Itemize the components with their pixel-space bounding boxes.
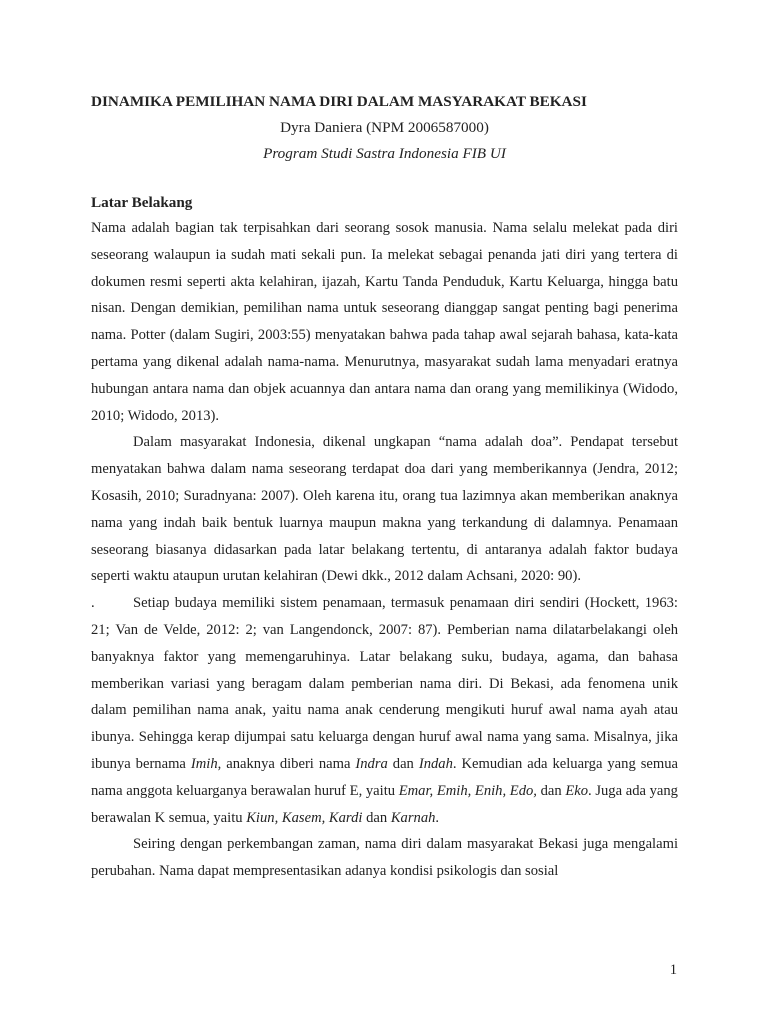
- paragraph-4: Seiring dengan perkembangan zaman, nama diri dalam masyarakat Bekasi juga mengalami perubahan. Nama dapat mempresentasikan adanya kondisi psikologis dan sosial: [91, 836, 678, 880]
- paragraph-3-text-d: . Kemudian ada keluarga yang semua nama anggota keluarganya berawalan huruf E, yaitu: [91, 755, 678, 799]
- paragraph-2: Dalam masyarakat Indonesia, dikenal ungkapan “nama adalah doa”. Pendapat tersebut menyatakan bahwa dalam nama seseorang terdapat doa dari yang memberikannya (Jendra, 2012; Kosasih, 2010; Suradnyana: 2007). Oleh karena itu, orang tua lazimnya akan memberikan anaknya nama yang indah baik bentuk luarnya maupun makna yang terkandung di dalamnya. Penamaan seseorang biasanya didasarkan pada latar belakang tertentu, di antaranya adalah faktor budaya seperti waktu ataupun urutan kelahiran (Dewi dkk., 2012 dalam Achsani, 2020: 90).: [91, 434, 678, 585]
- paragraph-3-text-g: dan: [362, 809, 391, 826]
- name-example-karnah: Karnah: [390, 809, 436, 826]
- paragraph-3-text-c: dan: [387, 755, 419, 772]
- name-examples-k: Kiun, Kasem, Kardi: [246, 809, 363, 826]
- stray-period: .: [91, 595, 95, 612]
- paragraph-1: Nama adalah bagian tak terpisahkan dari seorang sosok manusia. Nama selalu melekat pada diri seseorang walaupun ia sudah mati sekali pun. Ia melekat sebagai penanda jati diri yang tertera di dokumen resmi seperti akta kelahiran, ijazah, Kartu Tanda Penduduk, Kartu Keluarga, hingga batu nisan. Dengan demikian, pemilihan nama untuk seseorang dianggap sangat penting bagi penerima nama. Potter (dalam Sugiri, 2003:55) menyatakan bahwa pada tahap awal sejarah bahasa, kata-kata pertama yang dikenal adalah nama-nama. Menurutnya, masyarakat sudah lama menyadari eratnya hubungan antara nama dan objek acuannya dan antara nama dan orang yang memilikinya (Widodo, 2010; Widodo, 2013).: [91, 220, 678, 424]
- paragraph-3: [91, 590, 678, 831]
- section-heading: Latar Belakang: [91, 194, 193, 211]
- document-body: [91, 90, 678, 885]
- name-example-mother: Imih: [190, 755, 218, 772]
- author-line: Dyra Daniera (NPM 2006587000): [280, 119, 489, 136]
- name-example-eko: Eko: [565, 782, 589, 799]
- paragraph-3-text-a: Setiap budaya memiliki sistem penamaan, termasuk penamaan diri sendiri (Hockett, 1963: 21; Van de Velde, 2012: 2; van Langendonck, 2007: 87). Pemberian nama dilatarbelakangi oleh banyaknya faktor yang memengaruhinya. Latar belakang suku, budaya, agama, dan bahasa memberikan variasi yang beragam dalam pemberian nama diri. Di Bekasi, ada fenomena unik dalam pemilihan nama anak, yaitu nama anak cenderung mengikuti huruf awal nama ayah atau ibunya. Sehingga kerap dijumpai satu keluarga dengan huruf awal nama yang sama. Misalnya, jika ibunya bernama: [91, 595, 678, 772]
- name-example-child-2: Indah: [418, 755, 453, 772]
- page-number: 1: [669, 962, 677, 978]
- name-examples-e: Emar, Emih, Enih, Edo,: [398, 782, 537, 799]
- affiliation-line: Program Studi Sastra Indonesia FIB UI: [263, 145, 506, 162]
- paragraph-3-text-h: .: [435, 809, 440, 826]
- document-title: DINAMIKA PEMILIHAN NAMA DIRI DALAM MASYARAKAT BEKASI: [91, 93, 587, 110]
- paragraph-3-text-f: . Juga ada yang berawalan K semua, yaitu: [91, 782, 678, 826]
- name-example-child-1: Indra: [355, 755, 388, 772]
- paragraph-3-text-b: , anaknya diberi nama: [217, 755, 356, 772]
- paragraph-3-text-e: dan: [536, 782, 566, 799]
